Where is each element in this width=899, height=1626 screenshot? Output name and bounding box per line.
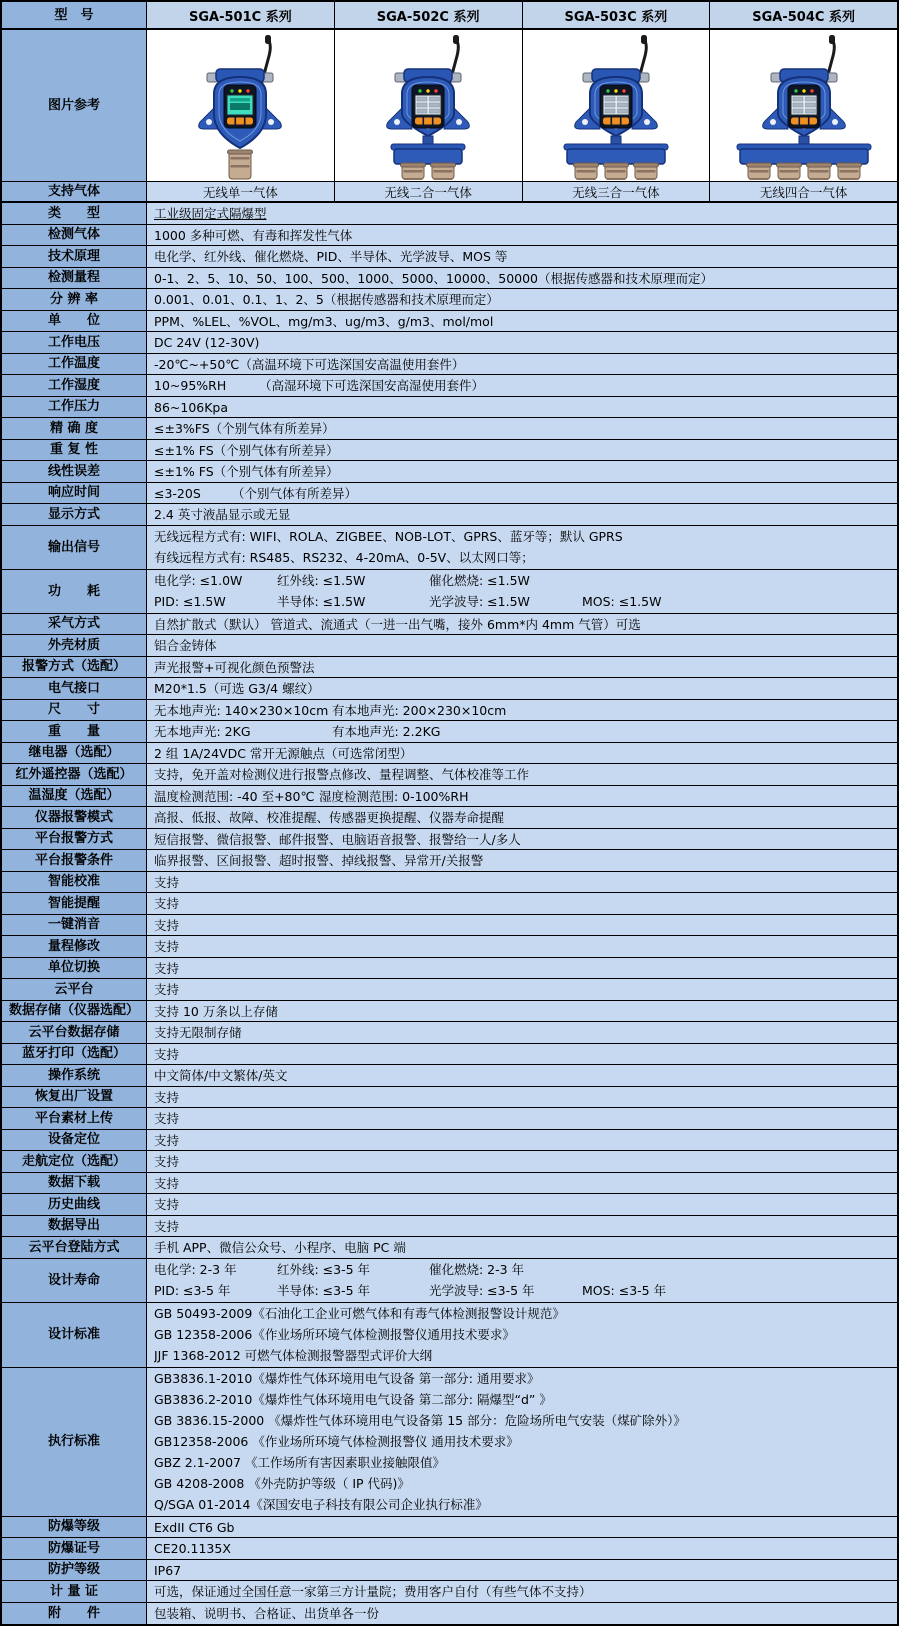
spec-row bbox=[2, 311, 897, 333]
row-label: 数据存储（仪器选配） bbox=[2, 1001, 147, 1022]
gas-detector-image-sga502c bbox=[335, 30, 523, 181]
row-label: 平台素材上传 bbox=[2, 1108, 147, 1129]
row-label: 显示方式 bbox=[2, 504, 147, 525]
spec-row bbox=[2, 1259, 897, 1303]
row-value: CE20.1135X bbox=[147, 1538, 897, 1559]
row-value: DC 24V (12-30V) bbox=[147, 332, 897, 353]
row-label: 分 辨 率 bbox=[2, 289, 147, 310]
row-label: 防爆证号 bbox=[2, 1538, 147, 1559]
row-value: 无本地声光: 140×230×10cm 有本地声光: 200×230×10cm bbox=[147, 700, 897, 721]
row-value: 中文简体/中文繁体/英文 bbox=[147, 1065, 897, 1086]
model-header-sga501c: SGA-501C 系列 bbox=[147, 2, 335, 28]
header-label-model: 型 号 bbox=[2, 2, 147, 28]
model-header-sga504c: SGA-504C 系列 bbox=[710, 2, 897, 28]
row-value: 临界报警、区间报警、超时报警、掉线报警、异常开/关报警 bbox=[147, 850, 897, 871]
spec-row bbox=[2, 700, 897, 722]
spec-row bbox=[2, 807, 897, 829]
spec-row bbox=[2, 979, 897, 1001]
spec-row bbox=[2, 483, 897, 505]
row-value: ≤±1% FS（个别气体有所差异） bbox=[147, 440, 897, 461]
spec-row bbox=[2, 570, 897, 614]
row-value: 工业级固定式隔爆型 bbox=[147, 203, 897, 224]
row-label: 红外遥控器（选配） bbox=[2, 764, 147, 785]
spec-row bbox=[2, 1216, 897, 1238]
spec-row bbox=[2, 1303, 897, 1368]
row-value: 0-1、2、5、10、50、100、500、1000、5000、10000、50000（根据传感器和技术原理而定） bbox=[147, 268, 897, 289]
spec-row bbox=[2, 289, 897, 311]
gas-detector-illustration bbox=[152, 32, 328, 180]
row-value: IP67 bbox=[147, 1560, 897, 1581]
row-value: 电化学、红外线、催化燃烧、PID、半导体、光学波导、MOS 等 bbox=[147, 246, 897, 267]
row-value: 支持 10 万条以上存储 bbox=[147, 1001, 897, 1022]
gas-value-sga504c: 无线四合一气体 bbox=[710, 182, 897, 201]
row-value: 无线远程方式有: WIFI、ROLA、ZIGBEE、NOB-LOT、GPRS、蓝牙等；默认 GPRS 有线远程方式有: RS485、RS232、4-20mA、0-5V、以太网口等； bbox=[147, 526, 897, 569]
row-value: 支持 bbox=[147, 915, 897, 936]
row-label: 继电器（选配） bbox=[2, 743, 147, 764]
row-label: 平台报警方式 bbox=[2, 829, 147, 850]
row-label: 尺 寸 bbox=[2, 700, 147, 721]
row-label: 重 量 bbox=[2, 721, 147, 742]
spec-row bbox=[2, 614, 897, 636]
gas-value-sga501c: 无线单一气体 bbox=[147, 182, 335, 201]
row-value: 支持 bbox=[147, 872, 897, 893]
row-value: 支持 bbox=[147, 936, 897, 957]
row-value: 支持 bbox=[147, 1044, 897, 1065]
row-label: 温湿度（选配） bbox=[2, 786, 147, 807]
model-header-sga503c: SGA-503C 系列 bbox=[523, 2, 711, 28]
gas-value-sga502c: 无线二合一气体 bbox=[335, 182, 523, 201]
spec-row bbox=[2, 1001, 897, 1023]
row-label: 平台报警条件 bbox=[2, 850, 147, 871]
row-label: 附 件 bbox=[2, 1603, 147, 1625]
row-label: 云平台 bbox=[2, 979, 147, 1000]
spec-row bbox=[2, 743, 897, 765]
row-label: 技术原理 bbox=[2, 246, 147, 267]
gas-detector-illustration bbox=[340, 32, 516, 180]
spec-row bbox=[2, 1581, 897, 1603]
row-label: 设备定位 bbox=[2, 1130, 147, 1151]
row-label: 数据下载 bbox=[2, 1173, 147, 1194]
row-label: 支持气体 bbox=[2, 182, 147, 201]
row-label: 响应时间 bbox=[2, 483, 147, 504]
row-label: 单 位 bbox=[2, 311, 147, 332]
spec-row bbox=[2, 721, 897, 743]
spec-row bbox=[2, 1065, 897, 1087]
spec-row bbox=[2, 893, 897, 915]
spec-row bbox=[2, 850, 897, 872]
row-value: 支持 bbox=[147, 1216, 897, 1237]
row-label: 工作压力 bbox=[2, 397, 147, 418]
row-label: 历史曲线 bbox=[2, 1194, 147, 1215]
gas-detector-image-sga501c bbox=[147, 30, 335, 181]
spec-row bbox=[2, 1560, 897, 1582]
row-value: 支持 bbox=[147, 1151, 897, 1172]
row-value: 支持 bbox=[147, 893, 897, 914]
row-value: 10~95%RH （高湿环境下可选深国安高湿使用套件） bbox=[147, 375, 897, 396]
row-label: 电气接口 bbox=[2, 678, 147, 699]
spec-row bbox=[2, 1368, 897, 1517]
row-label: 执行标准 bbox=[2, 1368, 147, 1516]
spec-row bbox=[2, 635, 897, 657]
row-label: 数据导出 bbox=[2, 1216, 147, 1237]
spec-row bbox=[2, 1151, 897, 1173]
row-value: 支持 bbox=[147, 1108, 897, 1129]
spec-row bbox=[2, 1517, 897, 1539]
row-value: ≤±1% FS（个别气体有所差异） bbox=[147, 461, 897, 482]
image-reference-row bbox=[2, 30, 897, 182]
row-label: 仪器报警模式 bbox=[2, 807, 147, 828]
row-value: 手机 APP、微信公众号、小程序、电脑 PC 端 bbox=[147, 1237, 897, 1258]
spec-row bbox=[2, 915, 897, 937]
spec-row bbox=[2, 1108, 897, 1130]
spec-row bbox=[2, 1237, 897, 1259]
row-value: -20℃~+50℃（高温环境下可选深国安高温使用套件） bbox=[147, 354, 897, 375]
row-label: 恢复出厂设置 bbox=[2, 1087, 147, 1108]
row-value: 2.4 英寸液晶显示或无显 bbox=[147, 504, 897, 525]
spec-row bbox=[2, 418, 897, 440]
row-label: 线性误差 bbox=[2, 461, 147, 482]
spec-row bbox=[2, 829, 897, 851]
row-value: 0.001、0.01、0.1、1、2、5（根据传感器和技术原理而定） bbox=[147, 289, 897, 310]
spec-row bbox=[2, 657, 897, 679]
row-label: 一键消音 bbox=[2, 915, 147, 936]
row-label: 智能校准 bbox=[2, 872, 147, 893]
row-label: 量程修改 bbox=[2, 936, 147, 957]
row-label: 精 确 度 bbox=[2, 418, 147, 439]
row-value: 支持无限制存储 bbox=[147, 1022, 897, 1043]
row-label: 防护等级 bbox=[2, 1560, 147, 1581]
spec-row bbox=[2, 1044, 897, 1066]
spec-rows bbox=[2, 203, 897, 1624]
row-label: 防爆等级 bbox=[2, 1517, 147, 1538]
row-label: 云平台登陆方式 bbox=[2, 1237, 147, 1258]
row-value: 温度检测范围: -40 至+80℃ 湿度检测范围: 0-100%RH bbox=[147, 786, 897, 807]
spec-row bbox=[2, 1603, 897, 1625]
row-label: 检测气体 bbox=[2, 225, 147, 246]
row-value: 支持 bbox=[147, 1194, 897, 1215]
row-value: 高报、低报、故障、校准提醒、传感器更换提醒、仪器寿命提醒 bbox=[147, 807, 897, 828]
gas-detector-image-sga503c bbox=[523, 30, 711, 181]
row-label: 云平台数据存储 bbox=[2, 1022, 147, 1043]
spec-row bbox=[2, 268, 897, 290]
row-value: GB 50493-2009《石油化工企业可燃气体和有毒气体检测报警设计规范》 GB 12358-2006《作业场所环境气体检测报警仪通用技术要求》 JJF 1368-2012 可燃气体检测报警器型式评价大纲 bbox=[147, 1303, 897, 1367]
row-value: 支持 bbox=[147, 958, 897, 979]
row-value: GB3836.1-2010《爆炸性气体环境用电气设备 第一部分: 通用要求》 GB3836.2-2010《爆炸性气体环境用电气设备 第二部分: 隔爆型“d” 》 GB 3836.15-2000 《爆炸性气体环境用电气设备第 15 部分：危险场所电气安装（煤矿除外）》 GB12358-2006 《作业场所环境气体检测报警仪 通用技术要求》 GBZ 2.1-2007 《工作场所有害因素职业接触限值》 GB 4208-2008 《外壳防护等级（ IP 代码)》 Q/SGA 01-2014《深国安电子科技有限公司企业执行标准》 bbox=[147, 1368, 897, 1516]
row-label: 单位切换 bbox=[2, 958, 147, 979]
row-label: 外壳材质 bbox=[2, 635, 147, 656]
row-label: 智能提醒 bbox=[2, 893, 147, 914]
row-value: ExdII CT6 Gb bbox=[147, 1517, 897, 1538]
spec-row bbox=[2, 461, 897, 483]
row-label: 采气方式 bbox=[2, 614, 147, 635]
row-value: 铝合金铸体 bbox=[147, 635, 897, 656]
row-value: 无本地声光: 2KG 有本地声光: 2.2KG bbox=[147, 721, 897, 742]
row-label: 功 耗 bbox=[2, 570, 147, 613]
spec-row bbox=[2, 1022, 897, 1044]
gas-detector-image-sga504c bbox=[710, 30, 897, 181]
row-value: 电化学: 2-3 年 红外线: ≤3-5 年 催化燃烧: 2-3 年 PID: ≤3-5 年 半导体: ≤3-5 年 光学波导: ≤3-5 年 MOS: ≤3-5 年 bbox=[147, 1259, 897, 1302]
row-value: 包装箱、说明书、合格证、出货单各一份 bbox=[147, 1603, 897, 1625]
row-value: 2 组 1A/24VDC 常开无源触点（可选常闭型） bbox=[147, 743, 897, 764]
row-value: 短信报警、微信报警、邮件报警、电脑语音报警、报警给一人/多人 bbox=[147, 829, 897, 850]
spec-row bbox=[2, 678, 897, 700]
spec-row bbox=[2, 440, 897, 462]
gas-detector-illustration bbox=[528, 32, 704, 180]
spec-row bbox=[2, 786, 897, 808]
supported-gas-row bbox=[2, 182, 897, 203]
row-label: 走航定位（选配） bbox=[2, 1151, 147, 1172]
row-label: 重 复 性 bbox=[2, 440, 147, 461]
gas-value-sga503c: 无线三合一气体 bbox=[523, 182, 711, 201]
spec-row bbox=[2, 332, 897, 354]
spec-row bbox=[2, 958, 897, 980]
row-value: 自然扩散式（默认） 管道式、流通式（一进一出气嘴，接外 6mm*内 4mm 气管）可选 bbox=[147, 614, 897, 635]
spec-row bbox=[2, 1538, 897, 1560]
row-value: 86~106Kpa bbox=[147, 397, 897, 418]
spec-row bbox=[2, 1194, 897, 1216]
row-label: 计 量 证 bbox=[2, 1581, 147, 1602]
row-label: 图片参考 bbox=[2, 30, 147, 181]
row-value: 可选，保证通过全国任意一家第三方计量院；费用客户自付（有些气体不支持） bbox=[147, 1581, 897, 1602]
row-value: 声光报警+可视化颜色预警法 bbox=[147, 657, 897, 678]
spec-row bbox=[2, 397, 897, 419]
row-label: 设计标准 bbox=[2, 1303, 147, 1367]
row-value: 电化学: ≤1.0W 红外线: ≤1.5W 催化燃烧: ≤1.5W PID: ≤1.5W 半导体: ≤1.5W 光学波导: ≤1.5W MOS: ≤1.5W bbox=[147, 570, 897, 613]
spec-row bbox=[2, 203, 897, 225]
row-value: PPM、%LEL、%VOL、mg/m3、ug/m3、g/m3、mol/mol bbox=[147, 311, 897, 332]
spec-row bbox=[2, 246, 897, 268]
row-label: 工作温度 bbox=[2, 354, 147, 375]
row-label: 工作湿度 bbox=[2, 375, 147, 396]
spec-row bbox=[2, 1173, 897, 1195]
row-value: 1000 多种可燃、有毒和挥发性气体 bbox=[147, 225, 897, 246]
spec-row bbox=[2, 354, 897, 376]
row-value: 支持 bbox=[147, 1130, 897, 1151]
spec-row bbox=[2, 375, 897, 397]
row-label: 蓝牙打印（选配） bbox=[2, 1044, 147, 1065]
spec-row bbox=[2, 1130, 897, 1152]
spec-row bbox=[2, 764, 897, 786]
row-label: 工作电压 bbox=[2, 332, 147, 353]
spec-row bbox=[2, 936, 897, 958]
row-value: 支持 bbox=[147, 979, 897, 1000]
row-label: 输出信号 bbox=[2, 526, 147, 569]
model-header-sga502c: SGA-502C 系列 bbox=[335, 2, 523, 28]
model-header-row bbox=[2, 2, 897, 30]
spec-row bbox=[2, 526, 897, 570]
spec-row bbox=[2, 872, 897, 894]
row-label: 报警方式（选配） bbox=[2, 657, 147, 678]
row-label: 操作系统 bbox=[2, 1065, 147, 1086]
row-value: ≤3-20S （个别气体有所差异） bbox=[147, 483, 897, 504]
gas-detector-illustration bbox=[716, 32, 892, 180]
row-value: 支持 bbox=[147, 1087, 897, 1108]
row-value: M20*1.5（可选 G3/4 螺纹） bbox=[147, 678, 897, 699]
row-value: ≤±3%FS（个别气体有所差异） bbox=[147, 418, 897, 439]
spec-row bbox=[2, 1087, 897, 1109]
row-value: 支持，免开盖对检测仪进行报警点修改、量程调整、气体校准等工作 bbox=[147, 764, 897, 785]
row-value: 支持 bbox=[147, 1173, 897, 1194]
row-label: 检测量程 bbox=[2, 268, 147, 289]
row-label: 类 型 bbox=[2, 203, 147, 224]
spec-row bbox=[2, 225, 897, 247]
row-label: 设计寿命 bbox=[2, 1259, 147, 1302]
spec-row bbox=[2, 504, 897, 526]
